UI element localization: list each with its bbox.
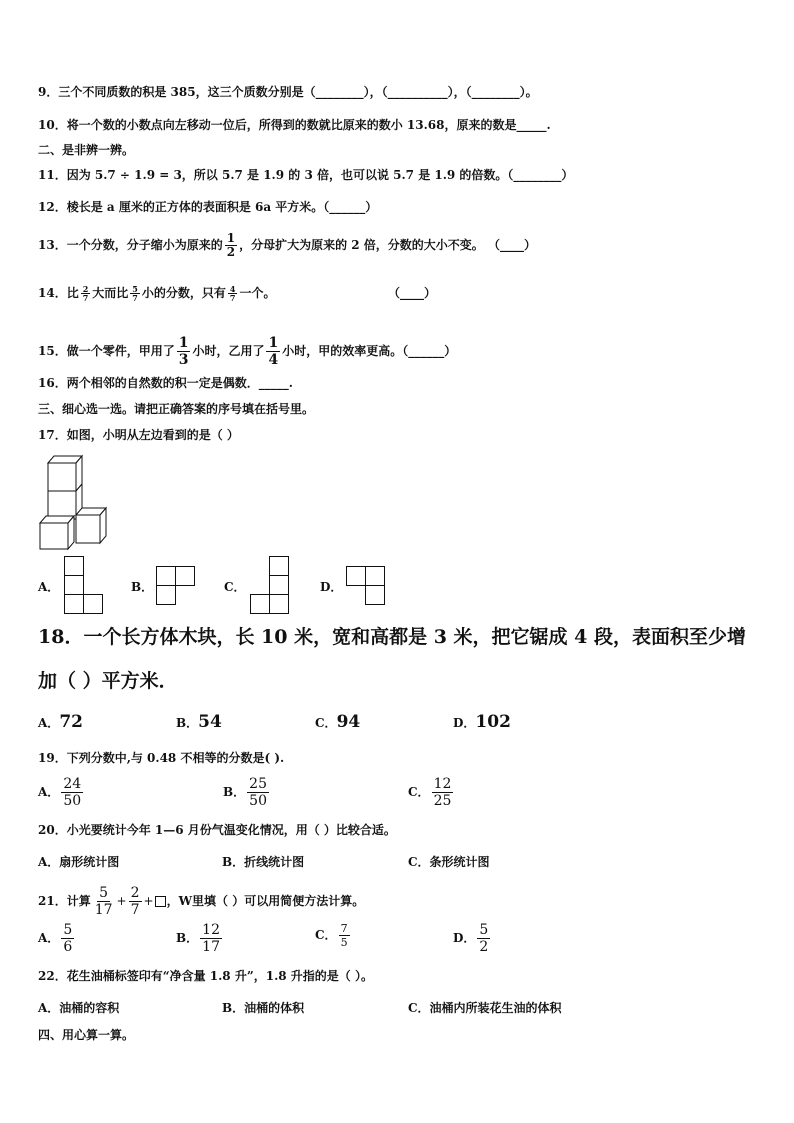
q19-option-a-fraction — [61, 776, 83, 809]
q19-option-a-numerator: 24 — [63, 776, 82, 792]
q21-fraction-1 — [93, 885, 115, 918]
q21-part-1: 21．计算 — [38, 894, 91, 908]
cube-top — [48, 456, 82, 491]
q14-fraction-3-denominator: 7 — [229, 293, 236, 303]
q21-option-c-fraction — [339, 922, 350, 949]
q21-blank-square-icon — [155, 896, 166, 907]
q15-part-3: 小时，甲的效率更高。（______） — [282, 344, 457, 358]
q18-option-a-value: 72 — [59, 712, 83, 732]
q14-fraction-3 — [228, 285, 238, 302]
question-18-line-2: 加（ ）平方米． — [38, 670, 178, 692]
q15-fraction-1-numerator: 1 — [178, 335, 189, 351]
q19-option-b-denominator: 50 — [249, 793, 267, 809]
q21-plus-1: + — [116, 894, 127, 908]
q17-option-b-label[interactable]: B． — [131, 580, 154, 594]
q17-cube-stack-figure — [38, 455, 110, 551]
q15-part-1: 15．做一个零件，甲用了 — [38, 344, 175, 358]
question-15 — [38, 335, 456, 368]
q21-option-a-numerator: 5 — [63, 922, 73, 938]
question-12: 12．棱长是 a 厘米的正方体的表面积是 6a 平方米。（______） — [38, 200, 378, 214]
q14-part-2: 大而比 — [92, 286, 129, 300]
q21-option-a[interactable] — [38, 922, 76, 955]
question-17: 17．如图，小明从左边看到的是（ ） — [38, 428, 239, 442]
q14-fraction-1-numerator: 2 — [82, 284, 89, 294]
q21-option-c-numerator: 7 — [340, 922, 348, 935]
q19-option-c[interactable] — [408, 776, 455, 809]
section-4-title: 四、用心算一算。 — [38, 1028, 135, 1042]
q21-option-a-label: A． — [38, 931, 60, 945]
q21-option-b-label: B． — [176, 931, 199, 945]
q15-fraction-2-numerator: 1 — [268, 335, 279, 351]
q17-option-a-figure[interactable] — [64, 556, 104, 614]
question-16: 16．两个相邻的自然数的积一定是偶数．_____. — [38, 376, 293, 390]
question-14 — [38, 285, 275, 302]
q21-fraction-2-numerator: 2 — [130, 885, 140, 901]
q18-option-c[interactable] — [315, 712, 360, 732]
q21-option-d-label: D． — [453, 931, 476, 945]
q14-part-1: 14．比 — [38, 286, 79, 300]
q18-option-c-label: C． — [315, 716, 337, 730]
q14-fraction-1-denominator: 7 — [82, 293, 89, 303]
q18-option-b-label: B． — [176, 716, 199, 730]
q19-option-a[interactable] — [38, 776, 85, 809]
q22-option-b[interactable]: B．油桶的体积 — [222, 1001, 305, 1015]
q17-option-b-figure[interactable] — [156, 566, 196, 606]
q18-option-d-value: 102 — [475, 712, 511, 732]
q21-option-d-denominator: 2 — [479, 939, 489, 955]
q20-option-a[interactable]: A．扇形统计图 — [38, 855, 120, 869]
q15-fraction-2-denominator: 4 — [268, 352, 279, 368]
q21-fraction-1-numerator: 5 — [99, 885, 109, 901]
q19-option-c-numerator: 12 — [433, 776, 452, 792]
q19-option-c-fraction — [432, 776, 454, 809]
q19-option-b-fraction — [247, 776, 269, 809]
q21-option-c[interactable] — [315, 922, 352, 949]
question-11: 11．因为 5.7 ÷ 1.9 = 3，所以 5.7 是 1.9 的 3 倍，也可以说 5.7 是 1.9 的倍数。（________） — [38, 168, 574, 182]
q21-fraction-1-denominator: 17 — [94, 902, 113, 918]
section-3-title: 三、细心选一选。请把正确答案的序号填在括号里。 — [38, 402, 315, 416]
q18-option-b[interactable] — [176, 712, 222, 732]
q14-fraction-2 — [130, 285, 140, 302]
q18-option-c-value: 94 — [336, 712, 361, 732]
q21-option-b[interactable] — [176, 922, 224, 955]
q15-fraction-1-denominator: 3 — [178, 352, 189, 368]
q17-option-c-label[interactable]: C． — [224, 580, 246, 594]
q18-option-d-label: D． — [453, 716, 476, 730]
question-20: 20．小光要统计今年 1—6 月份气温变化情况，用（ ）比较合适。 — [38, 823, 396, 837]
question-21 — [38, 885, 364, 918]
cube-right — [76, 508, 106, 543]
q13-suffix: ，分母扩大为原来的 2 倍，分数的大小不变。 （____） — [239, 238, 536, 252]
q21-option-b-numerator: 12 — [202, 922, 220, 938]
q14-part-4: 一个。 — [239, 286, 276, 300]
question-9: 9．三个不同质数的积是 385，这三个质数分别是（________），（__________），（________）。 — [38, 85, 538, 99]
q14-part-3: 小的分数，只有 — [141, 286, 226, 300]
q14-fraction-2-numerator: 5 — [132, 284, 138, 294]
question-18-line-1: 18．一个长方体木块，长 10 米，宽和高都是 3 米，把它锯成 4 段，表面积至少增 — [38, 626, 747, 648]
q21-plus-2: + — [143, 894, 154, 908]
q21-part-2: ，W里填（ ）可以用简便方法计算。 — [166, 894, 365, 908]
q18-option-b-value: 54 — [198, 712, 222, 732]
q21-option-a-fraction — [61, 922, 74, 955]
q19-option-c-label: C． — [408, 785, 430, 799]
question-22: 22．花生油桶标签印有“净含量 1.8 升”，1.8 升指的是（ ）。 — [38, 969, 373, 983]
q21-option-a-denominator: 6 — [63, 939, 73, 955]
q21-fraction-2-denominator: 7 — [130, 902, 140, 918]
q20-option-b[interactable]: B．折线统计图 — [222, 855, 305, 869]
q17-option-d-label[interactable]: D． — [320, 580, 343, 594]
q17-option-a-label[interactable]: A． — [38, 580, 60, 594]
cube-front — [40, 516, 74, 549]
q21-option-c-denominator: 5 — [340, 936, 348, 949]
q19-option-a-denominator: 50 — [63, 793, 82, 809]
question-10: 10．将一个数的小数点向左移动一位后，所得到的数就比原来的数小 13.68，原来的数是_____. — [38, 118, 551, 132]
q18-option-d[interactable] — [453, 712, 511, 732]
q21-option-c-label: C． — [315, 928, 337, 942]
q19-option-a-label: A． — [38, 785, 60, 799]
q19-option-c-denominator: 25 — [433, 793, 452, 809]
q20-option-c[interactable]: C．条形统计图 — [408, 855, 490, 869]
q14-fraction-3-numerator: 4 — [229, 284, 236, 294]
q22-option-c[interactable]: C．油桶内所装花生油的体积 — [408, 1001, 562, 1015]
q21-fraction-2 — [129, 885, 142, 918]
question-13 — [38, 232, 536, 259]
q21-option-d-numerator: 5 — [479, 922, 489, 938]
q15-fraction-2 — [266, 335, 280, 368]
q21-option-d-fraction — [477, 922, 490, 955]
q17-option-d-figure[interactable] — [346, 566, 386, 606]
q21-option-b-fraction — [200, 922, 222, 955]
q13-fraction-denominator: 2 — [226, 245, 236, 259]
q13-fraction-numerator: 1 — [226, 231, 236, 245]
q21-option-d[interactable] — [453, 922, 492, 955]
q13-fraction — [225, 232, 237, 259]
q19-option-b-numerator: 25 — [249, 776, 267, 792]
q15-part-2: 小时，乙用了 — [192, 344, 265, 358]
q18-option-a[interactable] — [38, 712, 83, 732]
q13-prefix: 13．一个分数，分子缩小为原来的 — [38, 238, 223, 252]
q19-option-b[interactable] — [223, 776, 271, 809]
q17-option-c-figure[interactable] — [250, 556, 290, 614]
q14-fraction-1 — [81, 285, 91, 302]
q21-option-b-denominator: 17 — [202, 939, 220, 955]
q18-option-a-label: A． — [38, 716, 60, 730]
q14-answer-blank: （____） — [388, 286, 437, 300]
q22-option-a[interactable]: A．油桶的容积 — [38, 1001, 120, 1015]
section-2-title: 二、是非辨一辨。 — [38, 143, 135, 157]
q15-fraction-1 — [177, 335, 191, 368]
q14-fraction-2-denominator: 7 — [132, 293, 138, 303]
q19-option-b-label: B． — [223, 785, 246, 799]
question-19: 19．下列分数中,与 0.48 不相等的分数是( ). — [38, 751, 285, 765]
